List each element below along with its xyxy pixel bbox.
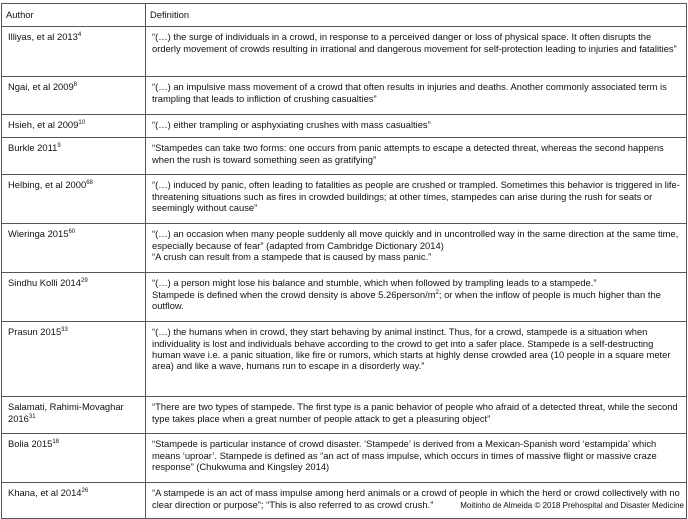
table-row xyxy=(2,434,687,483)
reference-number: 29 xyxy=(80,278,88,285)
author-cell xyxy=(2,77,146,115)
table-header-row xyxy=(2,4,687,27)
author-name: Salamati, Rahimi-Movaghar 2016 xyxy=(8,401,124,424)
author-name: Hsieh, et al 2009 xyxy=(8,119,79,131)
table-row xyxy=(2,322,687,397)
author-name: Burkle 2011 xyxy=(8,142,58,154)
author-cell xyxy=(2,273,146,322)
definition-cell: “(…) induced by panic, often leading to fatalities as people are crushed or trampled. Sometimes this behavior is triggered in life-threatening situations such as fires in crowded buildings; at other times, stampedes can arise during the rush for seats or seemingly without cause” xyxy=(146,175,687,224)
table-row xyxy=(2,397,687,434)
reference-number: 8 xyxy=(73,82,78,89)
author-name: Prasun 2015 xyxy=(8,326,62,338)
definition-cell: “(…) an impulsive mass movement of a crowd that often results in injuries and deaths. Another commonly associated term is trampling that leads to infliction of crushing casualties” xyxy=(146,77,687,115)
author-column-header: Author xyxy=(2,4,146,27)
author-name: Wieringa 2015 xyxy=(8,228,69,240)
unit-exponent: 2 xyxy=(435,289,439,296)
author-cell xyxy=(2,115,146,138)
reference-number: 31 xyxy=(28,413,36,420)
definition-cell: “A stampede is an act of mass impulse among herd animals or a crowd of people in which the herd or crowd collectively with no clear direction or purpose”; “This is also referred to as crowd crush.” xyxy=(146,483,687,519)
table-row xyxy=(2,77,687,115)
author-cell xyxy=(2,322,146,397)
author-cell xyxy=(2,27,146,77)
author-cell xyxy=(2,434,146,483)
author-name: Khana, et al 2014 xyxy=(8,487,82,499)
reference-number: 4 xyxy=(77,32,82,39)
reference-number: 18 xyxy=(52,439,59,446)
table-row xyxy=(2,224,687,273)
definition-cell: “Stampede is particular instance of crowd disaster. ‘Stampede’ is derived from a Mexican-Spanish word ‘estampida’ which means ‘uproar’. Stampede is defined as “an act of mass impulse, which occurs in times of massive flight or massive craze response” (Chukwuma and Kingsley 2014) xyxy=(146,434,687,483)
author-cell xyxy=(2,175,146,224)
copyright-credit: Moitinho de Almeida © 2018 Prehospital and Disaster Medicine xyxy=(460,501,684,510)
definition-extra-text: “A crush can result from a stampede that is caused by mass panic.” xyxy=(152,250,432,262)
definitions-table xyxy=(1,3,687,519)
author-name: Helbing, et al 2000 xyxy=(8,179,87,191)
definition-cell xyxy=(146,273,687,322)
author-cell xyxy=(2,224,146,273)
definition-extra-text: Stampede is defined when the crowd density is above 5.26person/m xyxy=(152,288,436,300)
reference-number: 9 xyxy=(57,143,61,150)
author-cell xyxy=(2,483,146,519)
definition-text: “(…) an occasion when many people suddenly all move quickly and in uncontrolled way in the same direction at the same time, especially because of fear” (adapted from Cambridge Dictionary 2014) xyxy=(152,228,679,251)
definition-cell xyxy=(146,224,687,273)
definition-column-header: Definition xyxy=(146,4,687,27)
definition-cell: “There are two types of stampede. The first type is a panic behavior of people who afraid of a detected threat, while the second type takes place when a great number of people attack to get a pleasuring object” xyxy=(146,397,687,434)
definition-cell: “(…) either trampling or asphyxiating crushes with mass casualties” xyxy=(146,115,687,138)
reference-number: 26 xyxy=(81,488,89,495)
table-row xyxy=(2,273,687,322)
definition-cell: “Stampedes can take two forms: one occurs from panic attempts to escape a detected threat, whereas the second happens when the rush is toward something seen as gratifying” xyxy=(146,138,687,175)
author-name: Bolia 2015 xyxy=(8,438,53,450)
table-row xyxy=(2,115,687,138)
table-row xyxy=(2,138,687,175)
reference-number: 33 xyxy=(61,327,68,334)
definition-extra-text-end: ; or when the inflow of people is much higher than the outflow. xyxy=(152,288,661,311)
table-row xyxy=(2,175,687,224)
definition-cell: “(…) the surge of individuals in a crowd, in response to a perceived danger or loss of physical space. It often disrupts the orderly movement of crowds resulting in irrational and dangerous movement for self-protection leading to injuries and fatalities” xyxy=(146,27,687,77)
author-cell xyxy=(2,138,146,175)
reference-number: 68 xyxy=(86,180,93,187)
author-name: Illiyas, et al 2013 xyxy=(8,31,78,43)
reference-number: 10 xyxy=(78,120,86,127)
table-row xyxy=(2,27,687,77)
author-name: Ngai, et al 2009 xyxy=(8,81,74,93)
author-name: Sindhu Kolli 2014 xyxy=(8,277,81,289)
definition-cell: “(…) the humans when in crowd, they start behaving by animal instinct. Thus, for a crowd, stampede is a situation when individuality is lost and individuals behave according to the crowd to get into a safer place. Stampede is a self-destructing human wave i.e. a panic situation, like fire or rumors, which starts at highly dense crowded area (10 people in a square meter area) and like a wave, humans run to escape in a disorderly way.” xyxy=(146,322,687,397)
definition-text: “(…) a person might lose his balance and stumble, which when followed by trampling leads to a stampede.” xyxy=(152,277,597,289)
author-cell xyxy=(2,397,146,434)
reference-number: 60 xyxy=(68,229,76,236)
